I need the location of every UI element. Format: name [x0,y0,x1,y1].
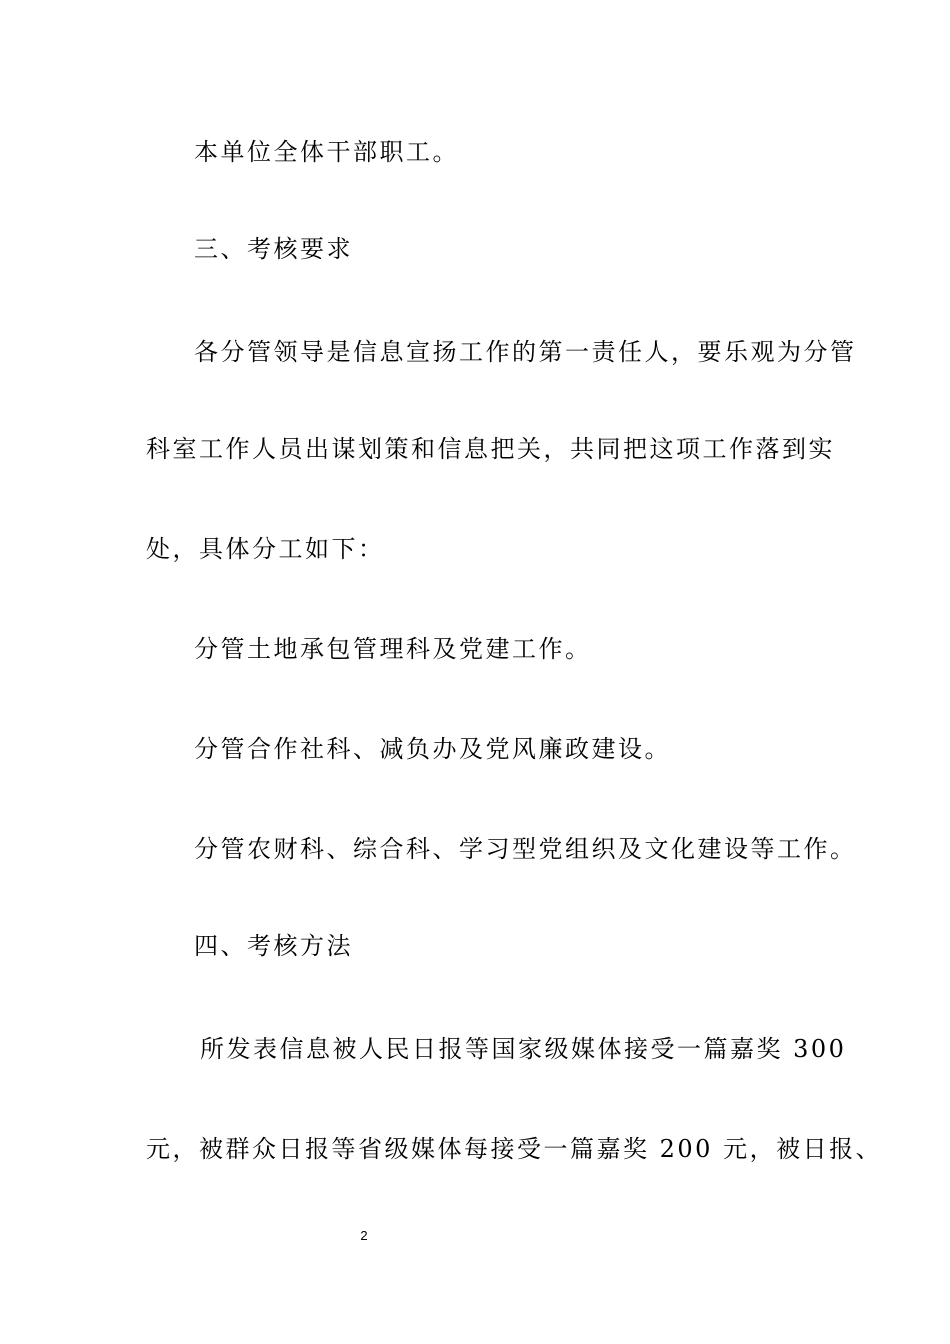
paragraph-line: 分管合作社科、减负办及党风廉政建设。 [194,735,671,763]
paragraph-line: 分管农财科、综合科、学习型党组织及文化建设等工作。 [194,835,857,863]
paragraph-line: 所发表信息被人民日报等国家级媒体接受一篇嘉奖 300 [200,1035,847,1063]
paragraph-line: 科室工作人员出谋划策和信息把关，共同把这项工作落到实 [146,435,835,463]
paragraph-line: 分管土地承包管理科及党建工作。 [194,635,592,663]
page-number: 2 [360,1228,368,1243]
paragraph-line: 本单位全体干部职工。 [194,138,459,166]
paragraph-line: 各分管领导是信息宣扬工作的第一责任人，要乐观为分管 [194,338,857,366]
section-heading: 三、考核要求 [194,235,353,263]
paragraph-line: 处，具体分工如下： [146,535,385,563]
paragraph-line: 元，被群众日报等省级媒体每接受一篇嘉奖 200 元，被日报、 [146,1135,883,1163]
section-heading: 四、考核方法 [194,932,353,960]
